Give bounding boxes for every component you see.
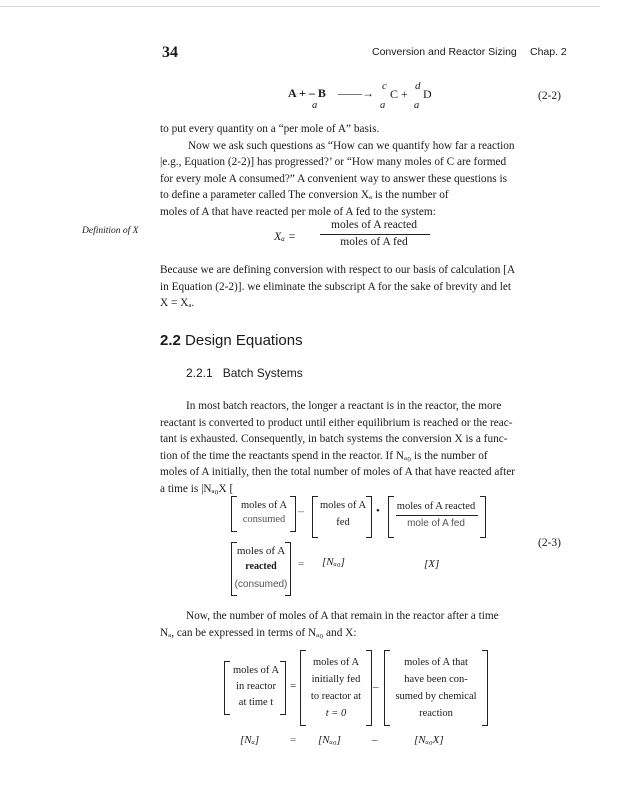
eq23-na0-value: Nₐ₀: [326, 556, 341, 568]
paragraph-3: [160, 398, 560, 498]
eq24-box1-line-3: at time t: [238, 697, 274, 708]
para1-line-5: to define a parameter called The conversion Xₐ is the number of: [160, 189, 449, 202]
eq23-box4-line-2: reacted: [245, 561, 277, 572]
eq23-box3-denominator: mole of A fed: [407, 518, 465, 529]
eq23-box3-numerator: moles of A reacted: [396, 501, 476, 512]
eq24-box2-line-1: moles of A: [312, 657, 360, 668]
eq24-bottom-na-value: Nₐ: [244, 734, 255, 746]
eq23-x: [X]: [424, 558, 440, 570]
page-number: 34: [162, 44, 178, 61]
eq23-number: (2-3): [538, 537, 561, 549]
eq24-box1-line-1: moles of A: [232, 665, 280, 676]
definition-fraction-bar: [320, 234, 430, 235]
eq22-number: (2-2): [538, 90, 561, 102]
eq24-box3-line-1: moles of A that: [404, 657, 468, 668]
eq22-lhs-coef: a: [312, 100, 318, 111]
section-title: Design Equations: [185, 332, 303, 349]
eq22-lhs: A + – B: [288, 86, 326, 100]
eq24-bottom-na0: [Nₐ₀]: [318, 734, 341, 746]
subsection-heading: [186, 366, 303, 380]
eq23-box2-line-1: moles of A: [319, 500, 367, 511]
top-rule: [0, 6, 600, 7]
para4-line-1: Now, the number of moles of A that remain in the reactor after a time: [186, 610, 499, 622]
eq23-box1-line-1: moles of A: [240, 500, 288, 511]
eq23-na0: [Nₐ₀]: [322, 556, 345, 568]
eq24-box2-line-2: initially fed: [311, 674, 361, 685]
para1-line-2: Now we ask such questions as “How can we quantify how far a reaction: [188, 139, 515, 152]
eq23-times-mark: --: [298, 506, 304, 516]
eq24-bottom-na0x-value: Nₐ₀X: [418, 734, 440, 746]
running-title: Conversion and Reactor Sizing: [372, 46, 517, 58]
para1-line-6: moles of A that have reacted per mole of A fed to the system:: [160, 205, 436, 218]
eq23-box4-line-3: (consumed): [234, 579, 288, 590]
para2-line-1: Because we are defining conversion with respect to our basis of calculation [A: [160, 264, 516, 276]
eq24-bottom-na0-value: Nₐ₀: [322, 734, 337, 746]
para3-line-1: In most batch reactors, the longer a reactant is in the reactor, the more: [186, 400, 502, 412]
definition-lhs: Xₐ =: [274, 229, 296, 243]
para3-line-2: reactant is converted to product until either equilibrium is reached or the reac-: [160, 416, 513, 429]
section-heading: [160, 332, 303, 349]
eq24-box3-line-3: sumed by chemical: [395, 691, 477, 702]
eq24-box2-line-3: to reactor at: [310, 691, 362, 702]
subsection-title: Batch Systems: [222, 366, 303, 380]
eq23-equals: =: [298, 558, 305, 570]
eq23-box2-line-2: fed: [336, 517, 350, 528]
eq23-x-value: X: [428, 558, 436, 570]
para2-line-3: X = Xₐ.: [160, 297, 195, 310]
definition-numerator: moles of A reacted: [331, 219, 417, 231]
eq24-minus: –: [373, 681, 379, 693]
para3-line-5: moles of A initially, then the total number of moles of A that have reacted after: [160, 466, 516, 479]
margin-label-definition: Definition of X: [82, 226, 139, 236]
eq22-d-coef: d: [415, 80, 421, 92]
eq24-bottom-na: [Nₐ]: [240, 734, 260, 746]
eq22-den-c: a: [380, 100, 386, 111]
para2-line-2: in Equation (2-2)]. we eliminate the subscript A for the sake of brevity and let: [160, 280, 512, 293]
eq23-box3-fraction-bar: [396, 515, 478, 516]
section-number: 2.2: [160, 332, 181, 349]
eq24-box3-line-2: have been con-: [404, 674, 468, 685]
eq24-box3-line-4: reaction: [419, 708, 453, 719]
subsection-number: 2.2.1: [186, 366, 213, 380]
eq24-bottom-na0x: [Nₐ₀X]: [414, 734, 444, 746]
eq24-bottom-minus: –: [372, 734, 378, 746]
eq22-den-d: a: [414, 100, 420, 111]
eq24-box2-line-4: t = 0: [325, 708, 347, 719]
paragraph-2: [160, 262, 560, 312]
para3-line-6: a time is |Nₐ₀X [: [160, 482, 234, 495]
paragraph-1: [160, 121, 560, 221]
para1-line-4: for every mole A consumed?” A convenient way to answer these questions is: [160, 172, 507, 185]
paragraph-4: [160, 608, 560, 641]
eq22-c-species: C +: [390, 87, 408, 101]
para3-line-4: tion of the time the reactants spend in the reactor. If Nₐ₀ is the number of: [160, 449, 488, 462]
eq22-c-coef: c: [382, 80, 387, 92]
eq22-d-species: D: [423, 87, 432, 101]
para3-line-3: tant is exhausted. Consequently, in batch systems the conversion X is a func-: [160, 433, 508, 446]
eq24-equals: =: [290, 680, 297, 692]
para1-line-1: to put every quantity on a “per mole of A” basis.: [160, 123, 380, 135]
eq23-box4-line-1: moles of A: [236, 545, 286, 557]
para4-line-2: Nₐ, can be expressed in terms of Nₐ₀ and X:: [160, 626, 357, 639]
eq23-box1-line-2: consumed: [242, 514, 286, 525]
eq24-bottom-equals: =: [290, 734, 297, 746]
eq22-arrow: ——→: [338, 86, 374, 100]
definition-denominator: moles of A fed: [340, 236, 408, 248]
chapter-label: Chap. 2: [530, 46, 567, 58]
eq24-box1-line-2: in reactor: [236, 681, 276, 692]
para1-line-3: |e.g., Equation (2-2)] has progressed?’ or “How many moles of C are formed: [160, 156, 507, 169]
eq23-dot: •: [376, 505, 380, 517]
